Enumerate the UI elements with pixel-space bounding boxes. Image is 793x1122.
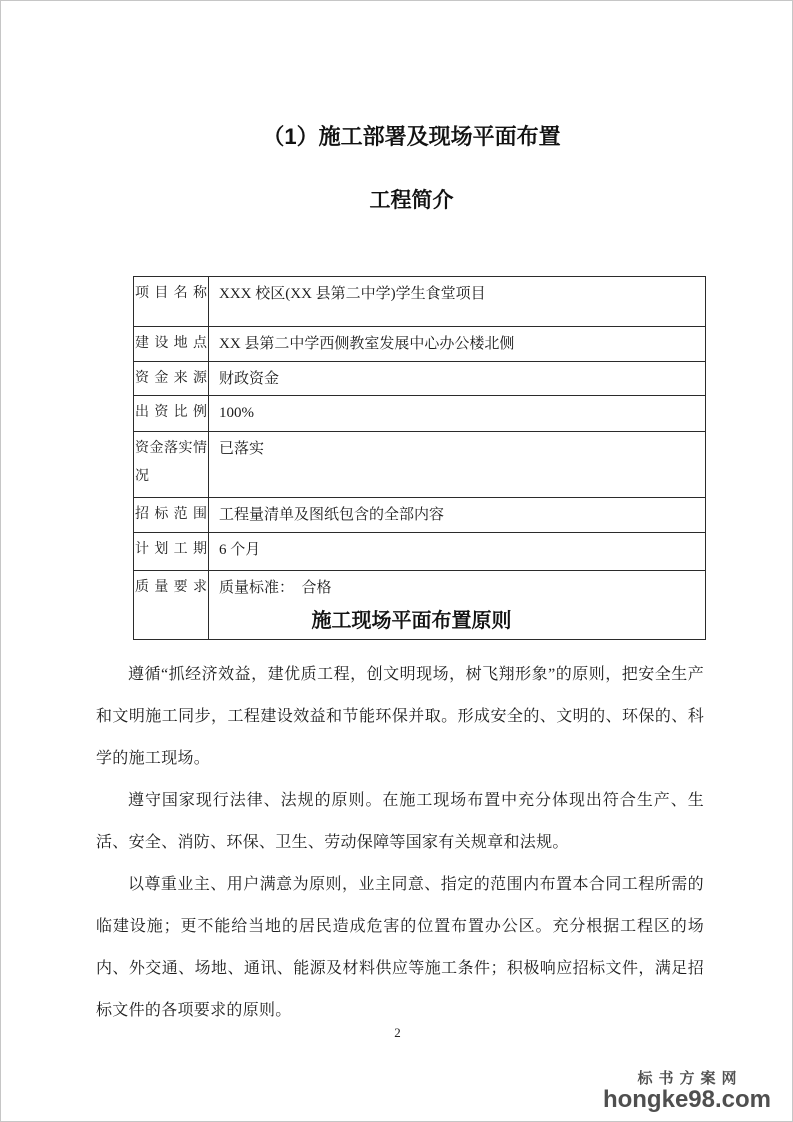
table-row [134, 498, 706, 533]
table-row [134, 533, 706, 571]
watermark [603, 1070, 771, 1111]
table-row [134, 362, 706, 396]
section-title: 施工现场平面布置原则 [311, 610, 512, 632]
watermark-site-url: hongke98.com [602, 1086, 771, 1113]
document-subtitle: 工程简介 [369, 189, 454, 212]
table-value-cell: 6 个月 [209, 533, 706, 571]
paragraph: 以尊重业主、用户满意为原则，业主同意、指定的范围内布置本合同工程所需的临建设施；更不能给当地的居民造成危害的位置布置办公区。充分根据工程区的场内、外交通、场地、通讯、能源及材料供应等施工条件；积极响应招标文件，满足招标文件的各项要求的原则。 [96, 876, 704, 1019]
table-value-cell: XXX 校区(XX 县第二中学)学生食堂项目 [209, 277, 706, 327]
table-row [134, 432, 706, 498]
table-label-cell: 项目名称 [134, 277, 209, 327]
table-value-cell: 工程量清单及图纸包含的全部内容 [209, 498, 706, 533]
watermark-site-name: 标书方案网 [637, 1070, 743, 1087]
table-label-cell: 招标范围 [134, 498, 209, 533]
page-number: 2 [394, 1025, 401, 1040]
table-value-cell: 财政资金 [209, 362, 706, 396]
table-row [134, 396, 706, 432]
table-label-cell: 计划工期 [134, 533, 209, 571]
table-label-cell: 资金落实情况 [134, 432, 209, 498]
table-label-cell: 建设地点 [134, 327, 209, 362]
document-title: （1）施工部署及现场平面布置 [262, 124, 561, 149]
table-value-cell: 质量标准： 合格 [209, 571, 706, 640]
project-info-table [133, 276, 706, 640]
table-label-cell: 资金来源 [134, 362, 209, 396]
table-row [134, 277, 706, 327]
table-label-cell: 出资比例 [134, 396, 209, 432]
table-label-cell: 质量要求 [134, 571, 209, 640]
paragraph: 遵循“抓经济效益，建优质工程，创文明现场，树飞翔形象”的原则，把安全生产和文明施工同步，工程建设效益和节能环保并取。形成安全的、文明的、环保的、科学的施工现场。 [96, 666, 704, 767]
table-value-cell: 100% [209, 396, 706, 432]
body-text [96, 654, 704, 1032]
table-value-cell: XX 县第二中学西侧教室发展中心办公楼北侧 [209, 327, 706, 362]
paragraph: 遵守国家现行法律、法规的原则。在施工现场布置中充分体现出符合生产、生活、安全、消防、环保、卫生、劳动保障等国家有关规章和法规。 [96, 792, 704, 851]
table-value-cell: 已落实 [209, 432, 706, 498]
table-row [134, 327, 706, 362]
